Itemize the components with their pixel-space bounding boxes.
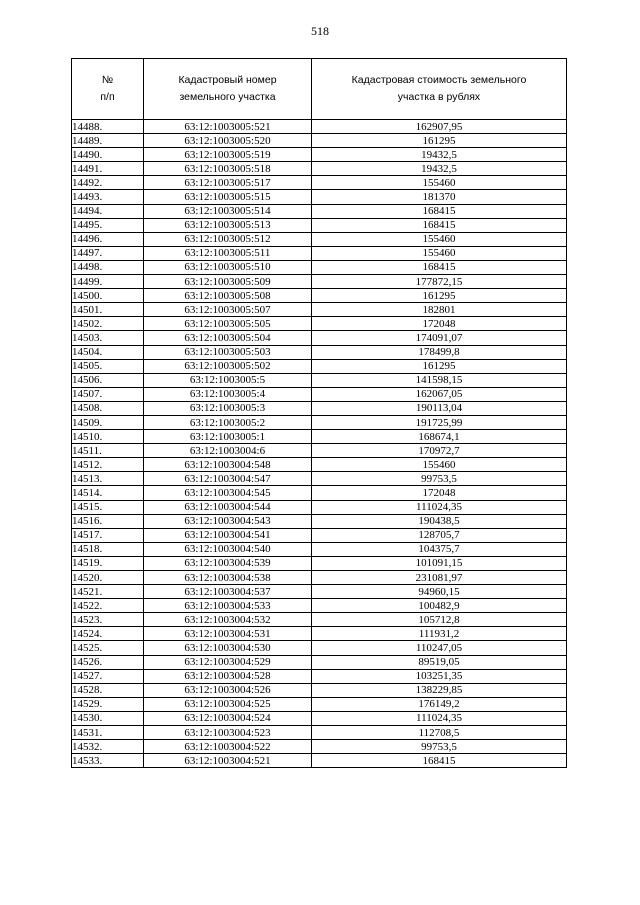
page-number: 518 xyxy=(311,24,329,38)
table-row xyxy=(72,303,567,317)
cadastral-cost: 161295 xyxy=(312,134,567,148)
row-number: 14521. xyxy=(72,585,144,599)
table-row xyxy=(72,472,567,486)
row-number: 14488. xyxy=(72,120,144,134)
cadastral-number: 63:12:1003005:507 xyxy=(144,303,312,317)
cadastral-cost: 111931,2 xyxy=(312,627,567,641)
table-row xyxy=(72,275,567,289)
cadastral-number: 63:12:1003005:503 xyxy=(144,345,312,359)
header-number: № п/п xyxy=(72,59,144,120)
cadastral-number: 63:12:1003004:543 xyxy=(144,514,312,528)
cadastral-number: 63:12:1003004:526 xyxy=(144,683,312,697)
cadastral-number: 63:12:1003004:540 xyxy=(144,542,312,556)
row-number: 14498. xyxy=(72,260,144,274)
row-number: 14528. xyxy=(72,683,144,697)
cadastral-number: 63:12:1003005:504 xyxy=(144,331,312,345)
cadastral-cost: 155460 xyxy=(312,458,567,472)
table-row xyxy=(72,373,567,387)
row-number: 14494. xyxy=(72,204,144,218)
cadastral-cost: 168415 xyxy=(312,218,567,232)
table-row xyxy=(72,317,567,331)
cadastral-number: 63:12:1003004:525 xyxy=(144,697,312,711)
table-row xyxy=(72,697,567,711)
row-number: 14504. xyxy=(72,345,144,359)
cadastral-cost: 105712,8 xyxy=(312,613,567,627)
row-number: 14503. xyxy=(72,331,144,345)
cadastral-cost: 19432,5 xyxy=(312,148,567,162)
row-number: 14518. xyxy=(72,542,144,556)
cadastral-number: 63:12:1003004:547 xyxy=(144,472,312,486)
table-row xyxy=(72,289,567,303)
row-number: 14533. xyxy=(72,754,144,768)
cadastral-number: 63:12:1003005:514 xyxy=(144,204,312,218)
cadastral-cost: 182801 xyxy=(312,303,567,317)
row-number: 14489. xyxy=(72,134,144,148)
cadastral-cost: 172048 xyxy=(312,486,567,500)
table-row xyxy=(72,401,567,415)
cadastral-cost: 128705,7 xyxy=(312,528,567,542)
cadastral-cost: 100482,9 xyxy=(312,599,567,613)
row-number: 14496. xyxy=(72,232,144,246)
table-row xyxy=(72,500,567,514)
row-number: 14526. xyxy=(72,655,144,669)
table-row xyxy=(72,740,567,754)
row-number: 14490. xyxy=(72,148,144,162)
cadastral-cost: 176149,2 xyxy=(312,697,567,711)
cadastral-cost: 162067,05 xyxy=(312,387,567,401)
cadastral-number: 63:12:1003004:533 xyxy=(144,599,312,613)
cadastral-number: 63:12:1003005:5 xyxy=(144,373,312,387)
cadastral-number: 63:12:1003004:532 xyxy=(144,613,312,627)
row-number: 14506. xyxy=(72,373,144,387)
table-row xyxy=(72,669,567,683)
row-number: 14510. xyxy=(72,430,144,444)
cadastral-number: 63:12:1003005:505 xyxy=(144,317,312,331)
table-row xyxy=(72,387,567,401)
table-row xyxy=(72,246,567,260)
table-row xyxy=(72,585,567,599)
row-number: 14497. xyxy=(72,246,144,260)
cadastral-cost: 161295 xyxy=(312,289,567,303)
cadastral-cost: 168415 xyxy=(312,260,567,274)
row-number: 14527. xyxy=(72,669,144,683)
cadastral-number: 63:12:1003004:6 xyxy=(144,444,312,458)
cadastral-cost: 99753,5 xyxy=(312,472,567,486)
table-row xyxy=(72,232,567,246)
cadastral-cost: 155460 xyxy=(312,246,567,260)
cadastral-number: 63:12:1003005:509 xyxy=(144,275,312,289)
table-header-row xyxy=(72,59,567,120)
cadastral-number: 63:12:1003005:502 xyxy=(144,359,312,373)
cadastral-number: 63:12:1003005:512 xyxy=(144,232,312,246)
row-number: 14532. xyxy=(72,740,144,754)
cadastral-number: 63:12:1003004:529 xyxy=(144,655,312,669)
cadastral-number: 63:12:1003005:521 xyxy=(144,120,312,134)
row-number: 14529. xyxy=(72,697,144,711)
table-row xyxy=(72,599,567,613)
row-number: 14499. xyxy=(72,275,144,289)
row-number: 14525. xyxy=(72,641,144,655)
row-number: 14530. xyxy=(72,711,144,725)
table-row xyxy=(72,260,567,274)
row-number: 14514. xyxy=(72,486,144,500)
cadastral-cost: 190113,04 xyxy=(312,401,567,415)
table-row xyxy=(72,726,567,740)
cadastral-number: 63:12:1003005:510 xyxy=(144,260,312,274)
table-row xyxy=(72,683,567,697)
cadastral-number: 63:12:1003005:511 xyxy=(144,246,312,260)
table-row xyxy=(72,754,567,768)
table-row xyxy=(72,458,567,472)
row-number: 14516. xyxy=(72,514,144,528)
cadastral-cost: 231081,97 xyxy=(312,571,567,585)
table-row xyxy=(72,444,567,458)
table-row xyxy=(72,486,567,500)
table-row xyxy=(72,134,567,148)
cadastral-number: 63:12:1003004:524 xyxy=(144,711,312,725)
row-number: 14513. xyxy=(72,472,144,486)
cadastral-number: 63:12:1003005:2 xyxy=(144,415,312,429)
cadastral-cost: 111024,35 xyxy=(312,500,567,514)
cadastral-number: 63:12:1003005:1 xyxy=(144,430,312,444)
cadastral-cost: 101091,15 xyxy=(312,556,567,570)
cadastral-number: 63:12:1003005:508 xyxy=(144,289,312,303)
table-row xyxy=(72,655,567,669)
table-row xyxy=(72,415,567,429)
cadastral-cost: 181370 xyxy=(312,190,567,204)
cadastral-cost: 168415 xyxy=(312,754,567,768)
cadastral-cost: 168674,1 xyxy=(312,430,567,444)
row-number: 14524. xyxy=(72,627,144,641)
cadastral-cost: 190438,5 xyxy=(312,514,567,528)
header-cadastral-number: Кадастровый номер земельного участка xyxy=(144,59,312,120)
cadastral-number: 63:12:1003005:519 xyxy=(144,148,312,162)
table-row xyxy=(72,120,567,134)
table-row xyxy=(72,218,567,232)
cadastral-cost: 161295 xyxy=(312,359,567,373)
cadastral-number: 63:12:1003004:530 xyxy=(144,641,312,655)
row-number: 14495. xyxy=(72,218,144,232)
cadastral-number: 63:12:1003004:531 xyxy=(144,627,312,641)
table-row xyxy=(72,641,567,655)
cadastral-number: 63:12:1003004:538 xyxy=(144,571,312,585)
cadastral-cost: 168415 xyxy=(312,204,567,218)
row-number: 14502. xyxy=(72,317,144,331)
cadastral-number: 63:12:1003005:520 xyxy=(144,134,312,148)
cadastral-number: 63:12:1003004:545 xyxy=(144,486,312,500)
table-row xyxy=(72,190,567,204)
cadastral-number: 63:12:1003005:3 xyxy=(144,401,312,415)
table-row xyxy=(72,430,567,444)
cadastral-cost: 174091,07 xyxy=(312,331,567,345)
cadastral-number: 63:12:1003005:513 xyxy=(144,218,312,232)
table-row xyxy=(72,345,567,359)
cadastral-cost: 103251,35 xyxy=(312,669,567,683)
row-number: 14491. xyxy=(72,162,144,176)
row-number: 14515. xyxy=(72,500,144,514)
table-row xyxy=(72,162,567,176)
cadastral-number: 63:12:1003005:515 xyxy=(144,190,312,204)
row-number: 14517. xyxy=(72,528,144,542)
table-row xyxy=(72,556,567,570)
table-body xyxy=(72,120,567,768)
cadastral-number: 63:12:1003004:522 xyxy=(144,740,312,754)
row-number: 14523. xyxy=(72,613,144,627)
cadastral-number: 63:12:1003004:528 xyxy=(144,669,312,683)
table-row xyxy=(72,711,567,725)
row-number: 14511. xyxy=(72,444,144,458)
cadastral-cost: 104375,7 xyxy=(312,542,567,556)
cadastral-cost: 178499,8 xyxy=(312,345,567,359)
cadastral-cost: 155460 xyxy=(312,232,567,246)
table-row xyxy=(72,613,567,627)
table-row xyxy=(72,528,567,542)
row-number: 14522. xyxy=(72,599,144,613)
table-row xyxy=(72,148,567,162)
cadastral-cost: 112708,5 xyxy=(312,726,567,740)
row-number: 14500. xyxy=(72,289,144,303)
cadastral-number: 63:12:1003004:537 xyxy=(144,585,312,599)
cadastral-cost: 94960,15 xyxy=(312,585,567,599)
row-number: 14507. xyxy=(72,387,144,401)
header-cadastral-cost: Кадастровая стоимость земельного участка в рублях xyxy=(312,59,567,120)
row-number: 14492. xyxy=(72,176,144,190)
table-row xyxy=(72,176,567,190)
row-number: 14531. xyxy=(72,726,144,740)
cadastral-number: 63:12:1003004:523 xyxy=(144,726,312,740)
cadastral-cost: 141598,15 xyxy=(312,373,567,387)
cadastral-cost: 191725,99 xyxy=(312,415,567,429)
cadastral-number: 63:12:1003004:521 xyxy=(144,754,312,768)
row-number: 14512. xyxy=(72,458,144,472)
table-row xyxy=(72,514,567,528)
row-number: 14519. xyxy=(72,556,144,570)
row-number: 14501. xyxy=(72,303,144,317)
row-number: 14508. xyxy=(72,401,144,415)
table-row xyxy=(72,359,567,373)
cadastral-cost: 177872,15 xyxy=(312,275,567,289)
cadastral-cost: 110247,05 xyxy=(312,641,567,655)
cadastral-table xyxy=(71,58,567,768)
cadastral-cost: 99753,5 xyxy=(312,740,567,754)
cadastral-cost: 170972,7 xyxy=(312,444,567,458)
cadastral-number: 63:12:1003004:541 xyxy=(144,528,312,542)
row-number: 14520. xyxy=(72,571,144,585)
cadastral-cost: 162907,95 xyxy=(312,120,567,134)
table-row xyxy=(72,627,567,641)
cadastral-number: 63:12:1003004:539 xyxy=(144,556,312,570)
cadastral-number: 63:12:1003005:4 xyxy=(144,387,312,401)
row-number: 14509. xyxy=(72,415,144,429)
table-row xyxy=(72,571,567,585)
table-row xyxy=(72,331,567,345)
cadastral-cost: 138229,85 xyxy=(312,683,567,697)
cadastral-number: 63:12:1003005:518 xyxy=(144,162,312,176)
cadastral-cost: 111024,35 xyxy=(312,711,567,725)
cadastral-number: 63:12:1003004:544 xyxy=(144,500,312,514)
row-number: 14505. xyxy=(72,359,144,373)
cadastral-cost: 19432,5 xyxy=(312,162,567,176)
cadastral-cost: 172048 xyxy=(312,317,567,331)
cadastral-cost: 155460 xyxy=(312,176,567,190)
table-row xyxy=(72,542,567,556)
cadastral-number: 63:12:1003005:517 xyxy=(144,176,312,190)
table-row xyxy=(72,204,567,218)
cadastral-cost: 89519,05 xyxy=(312,655,567,669)
cadastral-number: 63:12:1003004:548 xyxy=(144,458,312,472)
row-number: 14493. xyxy=(72,190,144,204)
